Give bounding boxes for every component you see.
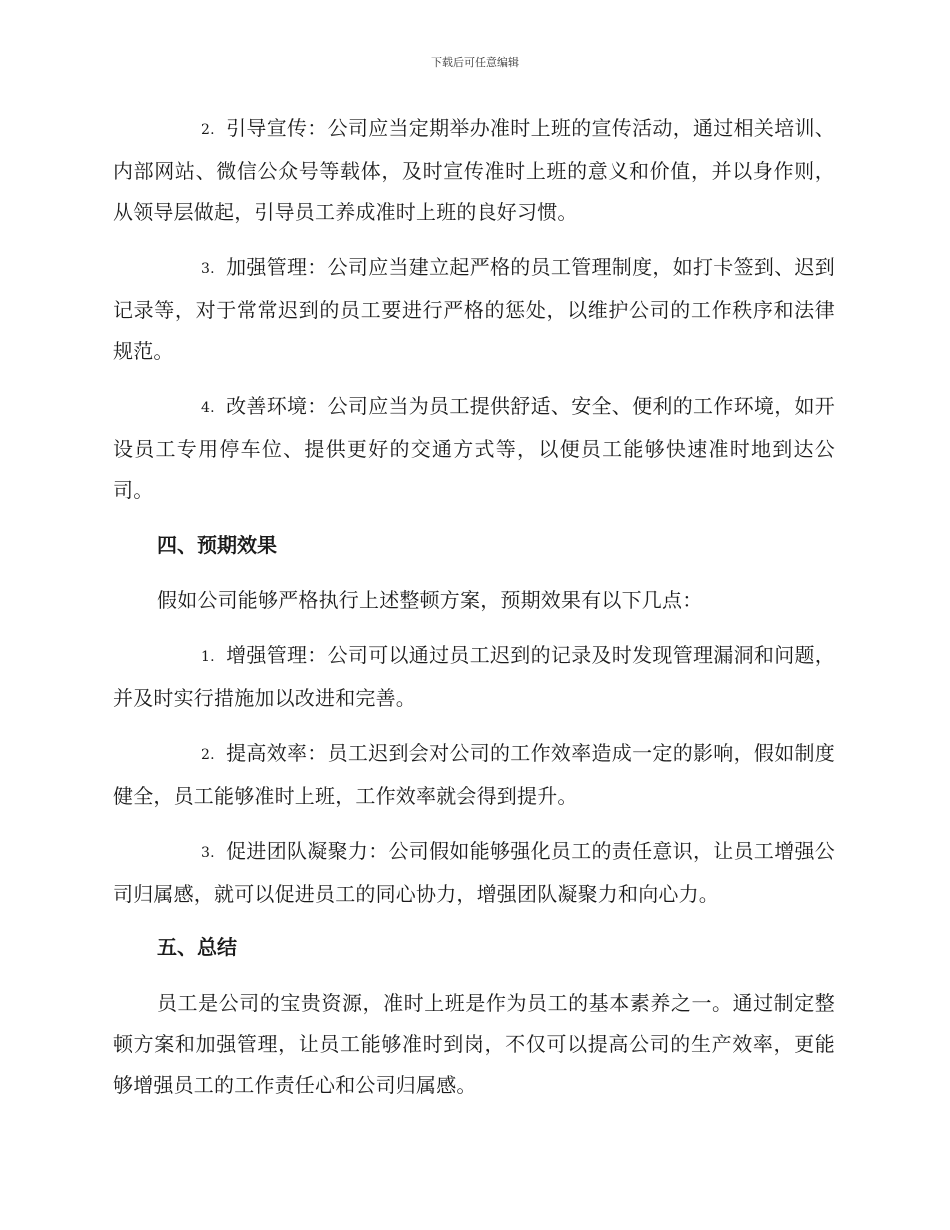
item-number: 3. bbox=[201, 845, 215, 861]
section4-intro: 假如公司能够严格执行上述整顿方案，预期效果有以下几点： bbox=[157, 588, 703, 612]
list-item bbox=[113, 108, 835, 233]
item-number: 2. bbox=[201, 747, 215, 763]
list-item bbox=[113, 635, 835, 719]
section4-heading: 四、预期效果 bbox=[157, 533, 277, 557]
item-text: 促进团队凝聚力：公司假如能够强化员工的责任意识，让员工增强公司归属感，就可以促进员工的同心协力，增强团队凝聚力和向心力。 bbox=[113, 839, 835, 906]
list-item bbox=[113, 733, 835, 817]
section5-body: 员工是公司的宝贵资源，准时上班是作为员工的基本素养之一。通过制定整顿方案和加强管理，让员工能够准时到岗，不仅可以提高公司的生产效率，更能够增强员工的工作责任心和公司归属感。 bbox=[113, 991, 835, 1097]
item-text: 加强管理：公司应当建立起严格的员工管理制度，如打卡签到、迟到记录等，对于常常迟到的员工要进行严格的惩处，以维护公司的工作秩序和法律规范。 bbox=[113, 255, 835, 363]
item-text: 引导宣传：公司应当定期举办准时上班的宣传活动，通过相关培训、内部网站、微信公众号等载体，及时宣传准时上班的意义和价值，并以身作则，从领导层做起，引导员工养成准时上班的良好习惯。 bbox=[113, 116, 835, 224]
item-number: 3. bbox=[201, 261, 215, 277]
item-text: 改善环境：公司应当为员工提供舒适、安全、便利的工作环境，如开设员工专用停车位、提供更好的交通方式等，以便员工能够快速准时地到达公司。 bbox=[113, 394, 835, 502]
section5-heading: 五、总结 bbox=[157, 935, 237, 959]
item-text: 增强管理：公司可以通过员工迟到的记录及时发现管理漏洞和问题，并及时实行措施加以改进和完善。 bbox=[113, 643, 835, 710]
page-header: 下载后可任意编辑 bbox=[431, 56, 519, 69]
list-item bbox=[113, 247, 835, 372]
item-number: 1. bbox=[201, 649, 215, 665]
paragraph bbox=[113, 580, 835, 621]
item-text: 提高效率：员工迟到会对公司的工作效率造成一定的影响，假如制度健全，员工能够准时上班，工作效率就会得到提升。 bbox=[113, 741, 835, 808]
section-heading bbox=[113, 525, 835, 566]
item-number: 4. bbox=[201, 400, 215, 416]
list-item bbox=[113, 386, 835, 511]
section-heading bbox=[113, 927, 835, 968]
item-number: 2. bbox=[201, 122, 215, 138]
list-item bbox=[113, 831, 835, 915]
paragraph bbox=[113, 983, 835, 1106]
